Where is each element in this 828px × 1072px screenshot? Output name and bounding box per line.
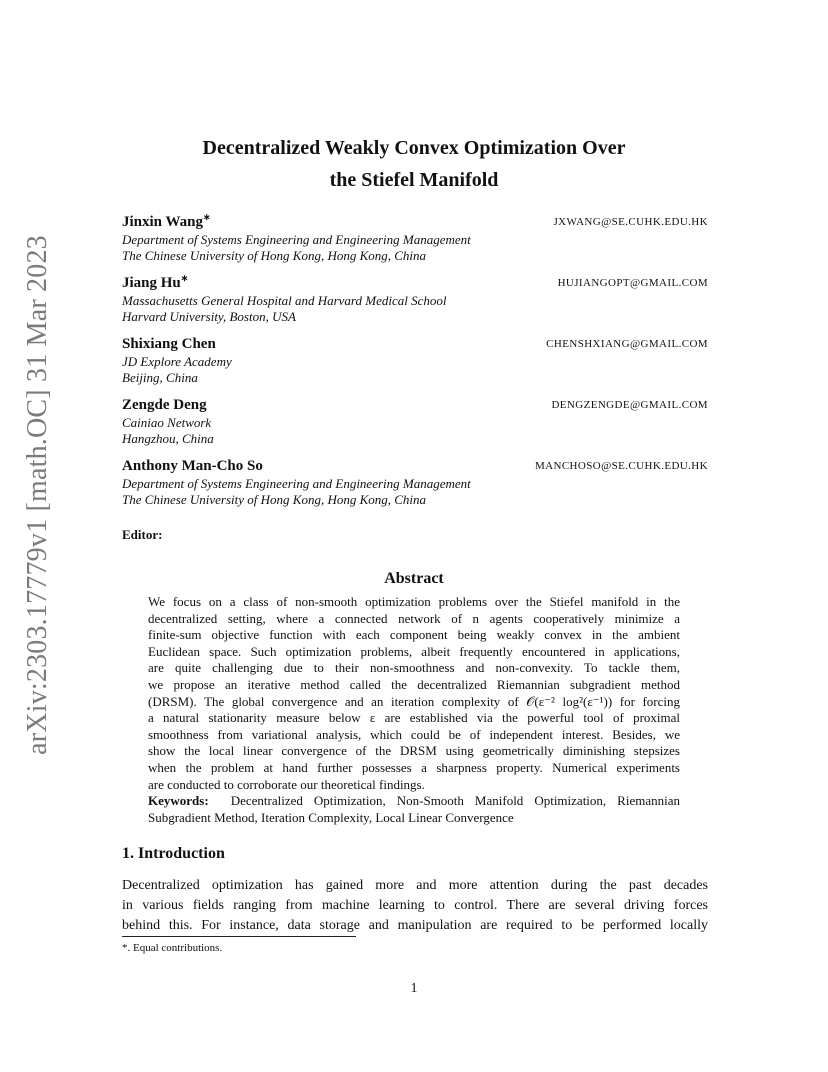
author-affiliation-line: Department of Systems Engineering and Engineering Management <box>122 476 471 491</box>
editor-label: Editor: <box>122 527 163 542</box>
keywords-line-2: Subgradient Method, Iteration Complexity, Local Linear Convergence <box>148 809 514 825</box>
intro-line: behind this. For instance, data storage and manipulation are required to be performed locally <box>122 918 708 933</box>
abstract-line: a natural stationarity measure below ε are established via the powerful tool of proximal <box>148 710 680 726</box>
abstract-heading: Abstract <box>384 570 444 587</box>
intro-line: Decentralized optimization has gained more and more attention during the past decades <box>122 878 708 893</box>
abstract-line: (DRSM). The global convergence and an iteration complexity of 𝒪(ε⁻² log²(ε⁻¹)) for forcing <box>148 693 680 709</box>
abstract-line: decentralized setting, where a connected network of n agents cooperatively minimize a <box>148 610 680 626</box>
author-block <box>122 456 708 508</box>
author-block <box>122 273 708 325</box>
author-email: DENGZENGDE@GMAIL.COM <box>551 399 708 411</box>
footnote: *. Equal contributions. <box>122 942 223 954</box>
equal-contribution-mark: ∗ <box>203 212 211 222</box>
author-block <box>122 334 708 386</box>
author-affiliation-line: The Chinese University of Hong Kong, Hong Kong, China <box>122 248 427 263</box>
author-block <box>122 395 708 447</box>
abstract-line: Euclidean space. Such optimization problems, albeit frequently encountered in applications, <box>148 643 680 659</box>
author-affiliation-line: JD Explore Academy <box>122 354 232 369</box>
author-affiliation-line: Massachusetts General Hospital and Harvard Medical School <box>122 293 447 308</box>
abstract-line: We focus on a class of non-smooth optimization problems over the Stiefel manifold in the <box>148 594 680 609</box>
footnote-divider <box>122 936 356 937</box>
abstract-line: are quite challenging due to their non-smoothness and non-convexity. To tackle them, <box>148 660 680 676</box>
author-affiliation-line: Harvard University, Boston, USA <box>122 309 296 324</box>
author-list <box>122 212 708 517</box>
keywords-label: Keywords: <box>148 793 209 809</box>
author-email: CHENSHXIANG@GMAIL.COM <box>546 338 708 350</box>
equal-contribution-mark: ∗ <box>180 273 189 283</box>
author-affiliation-line: Cainiao Network <box>122 415 212 430</box>
author-name: Jiang Hu <box>122 275 181 291</box>
page-number: 1 <box>410 981 418 996</box>
paper-title <box>0 132 828 196</box>
introduction-body <box>122 876 708 936</box>
title-line-1: Decentralized Weakly Convex Optimization Over <box>202 137 626 159</box>
author-affiliation-line: The Chinese University of Hong Kong, Hong Kong, China <box>122 492 427 507</box>
author-name: Anthony Man-Cho So <box>122 458 263 474</box>
abstract-line: are conducted to corroborate our theoretical findings. <box>148 776 425 792</box>
author-email: JXWANG@SE.CUHK.EDU.HK <box>553 216 708 228</box>
keywords-line-1 <box>148 793 680 810</box>
abstract-body <box>148 594 680 826</box>
author-name: Jinxin Wang <box>122 214 204 230</box>
section-heading: 1. Introduction <box>122 845 225 862</box>
keywords-text: Decentralized Optimization, Non-Smooth Manifold Optimization, Riemannian <box>230 793 680 809</box>
title-line-2: the Stiefel Manifold <box>329 169 499 191</box>
author-affiliation-line: Hangzhou, China <box>122 431 214 446</box>
author-block <box>122 212 708 264</box>
author-email: MANCHOSO@SE.CUHK.EDU.HK <box>534 460 708 472</box>
abstract-line: when the problem at hand further possesses a sharpness property. Numerical experiments <box>148 759 680 775</box>
abstract-line: smoothness from variational analysis, which could be of independent interest. Besides, we <box>148 726 680 742</box>
abstract-line: we propose an iterative method called the decentralized Riemannian subgradient method <box>148 676 680 692</box>
author-name: Shixiang Chen <box>122 336 216 352</box>
author-name: Zengde Deng <box>122 397 207 413</box>
intro-line: in various fields ranging from machine learning to control. There are several driving forces <box>122 898 708 913</box>
author-email: HUJIANGOPT@GMAIL.COM <box>557 277 708 289</box>
arxiv-stamp-text: arXiv:2303.17779v1 [math.OC] 31 Mar 2023 <box>22 235 53 755</box>
author-affiliation-line: Department of Systems Engineering and Engineering Management <box>122 232 471 247</box>
author-affiliation-line: Beijing, China <box>122 370 198 385</box>
abstract-line: show the local linear convergence of the DRSM using geometrically diminishing stepsizes <box>148 743 680 759</box>
abstract-line: finite-sum objective function with each component being weakly convex in the ambient <box>148 627 680 643</box>
arxiv-stamp <box>18 235 58 755</box>
